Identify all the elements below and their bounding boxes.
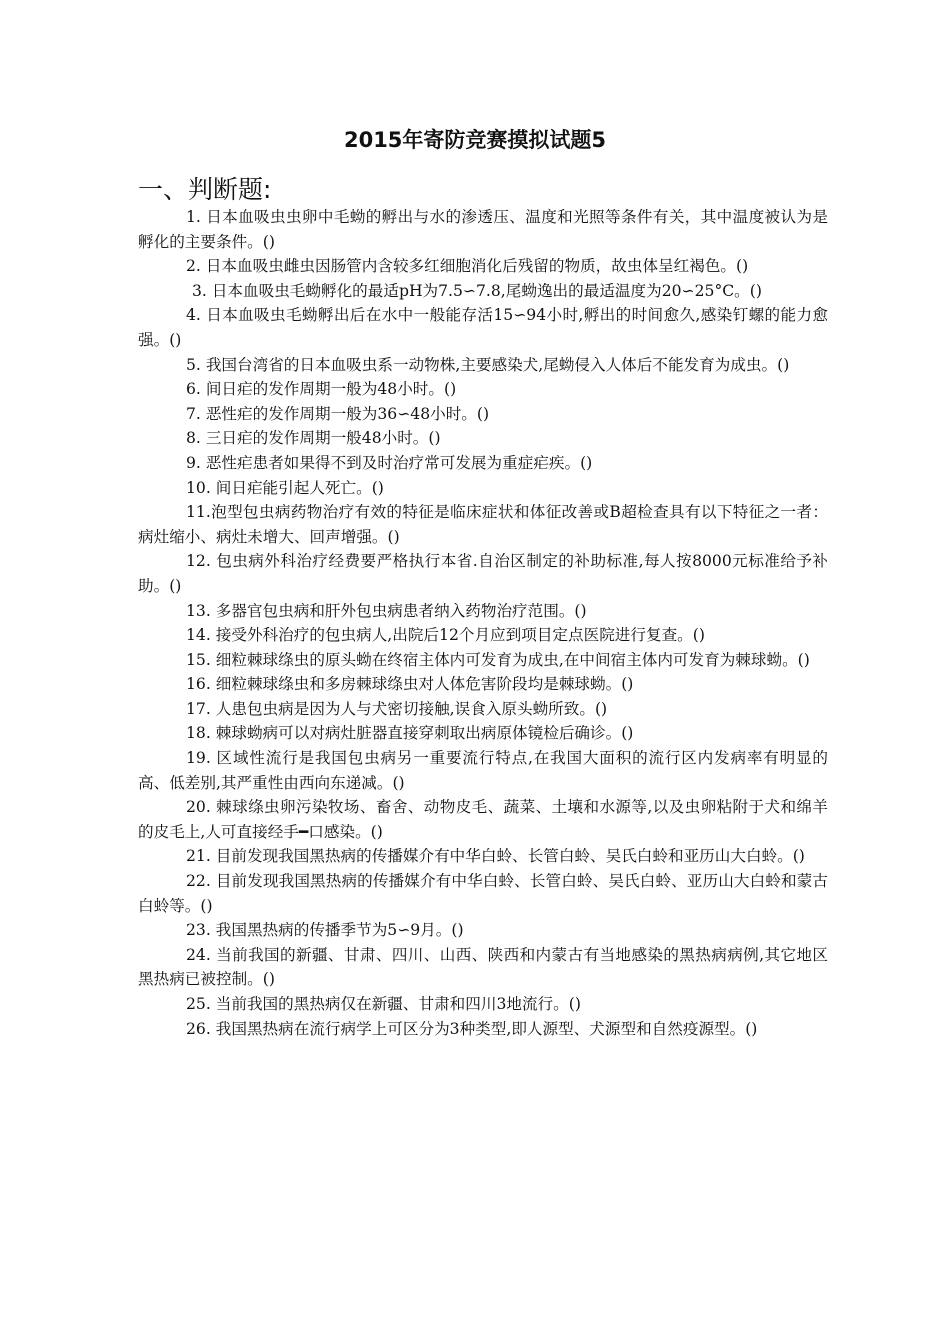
- question-item: 6. 间日疟的发作周期一般为48小时。(): [186, 380, 457, 399]
- question-item: 26. 我国黑热病在流行病学上可区分为3种类型,即人源型、犬源型和自然疫源型。(): [186, 1019, 758, 1038]
- question-list: [138, 205, 828, 1041]
- question-item: 3. 日本血吸虫毛蚴孵化的最适pH为7.5∽7.8,尾蚴逸出的最适温度为20∽25°C。(): [192, 281, 762, 300]
- question-item: 25. 当前我国的黑热病仅在新疆、甘肃和四川3地流行。(): [186, 995, 581, 1013]
- question-item: 11.泡型包虫病药物治疗有效的特征是临床症状和体征改善或B超检查具有以下特征之一者：病灶缩小、病灶未增大、回声增强。(): [138, 503, 828, 546]
- question-item: 7. 恶性疟的发作周期一般为36∽48小时。(): [186, 404, 490, 423]
- question-item: 19. 区域性流行是我国包虫病另一重要流行特点,在我国大面积的流行区内发病率有明显的高、低差别,其严重性由西向东递减。(): [138, 749, 828, 792]
- question-item: 14. 接受外科治疗的包虫病人,出院后12个月应到项目定点医院进行复查。(): [186, 626, 705, 645]
- question-item: 5. 我国台湾省的日本血吸虫系一动物株,主要感染犬,尾蚴侵入人体后不能发育为成虫。(): [186, 355, 790, 374]
- question-item: 9. 恶性疟患者如果得不到及时治疗常可发展为重症疟疾。(): [186, 453, 593, 472]
- question-item: 22. 目前发现我国黑热病的传播媒介有中华白蛉、长管白蛉、吴氏白蛉、亚历山大白蛉和蒙古白蛉等。(): [138, 872, 828, 915]
- question-item: 4. 日本血吸虫毛蚴孵出后在水中一般能存活15∽94小时,孵出的时间愈久,感染钉螺的能力愈强。(): [138, 306, 828, 349]
- question-item: 8. 三日疟的发作周期一般48小时。(): [186, 429, 441, 448]
- question-item: 12. 包虫病外科治疗经费要严格执行本省.自治区制定的补助标准,每人按8000元标准给予补助。(): [138, 552, 828, 595]
- question-item: 2. 日本血吸虫雌虫因肠管内含较多红细胞消化后残留的物质，故虫体呈红褐色。(): [186, 257, 749, 276]
- section-heading: 一、判断题:: [138, 175, 272, 204]
- document-title: 2015年寄防竞赛摸拟试题5: [343, 128, 607, 152]
- question-item: 23. 我国黑热病的传播季节为5∽9月。(): [186, 921, 464, 940]
- question-item: 17. 人患包虫病是因为人与犬密切接触,误食入原头蚴所致。(): [186, 699, 608, 718]
- question-item: 20. 棘球绦虫卵污染牧场、畜舍、动物皮毛、蔬菜、土壤和水源等,以及虫卵粘附于犬和绵羊的皮毛上,人可直接经手━口感染。(): [138, 798, 828, 841]
- question-item: 1. 日本血吸虫虫卵中毛蚴的孵出与水的渗透压、温度和光照等条件有关，其中温度被认为是孵化的主要条件。(): [138, 208, 828, 251]
- question-item: 24. 当前我国的新疆、甘肃、四川、山西、陕西和内蒙古有当地感染的黑热病病例,其它地区黑热病已被控制。(): [138, 945, 828, 989]
- question-item: 15. 细粒棘球绦虫的原头蚴在终宿主体内可发育为成虫,在中间宿主体内可发育为棘球蚴。(): [186, 650, 810, 669]
- question-item: 10. 间日疟能引起人死亡。(): [186, 478, 384, 497]
- question-item: 18. 棘球蚴病可以对病灶脏器直接穿刺取出病原体镜检后确诊。(): [186, 724, 634, 743]
- question-item: 16. 细粒棘球绦虫和多房棘球绦虫对人体危害阶段均是棘球蚴。(): [186, 675, 634, 694]
- question-item: 21. 目前发现我国黑热病的传播媒介有中华白蛉、长管白蛉、吴氏白蛉和亚历山大白蛉。(): [186, 847, 805, 866]
- question-item: 13. 多器官包虫病和肝外包虫病患者纳入药物治疗范围。(): [186, 601, 587, 620]
